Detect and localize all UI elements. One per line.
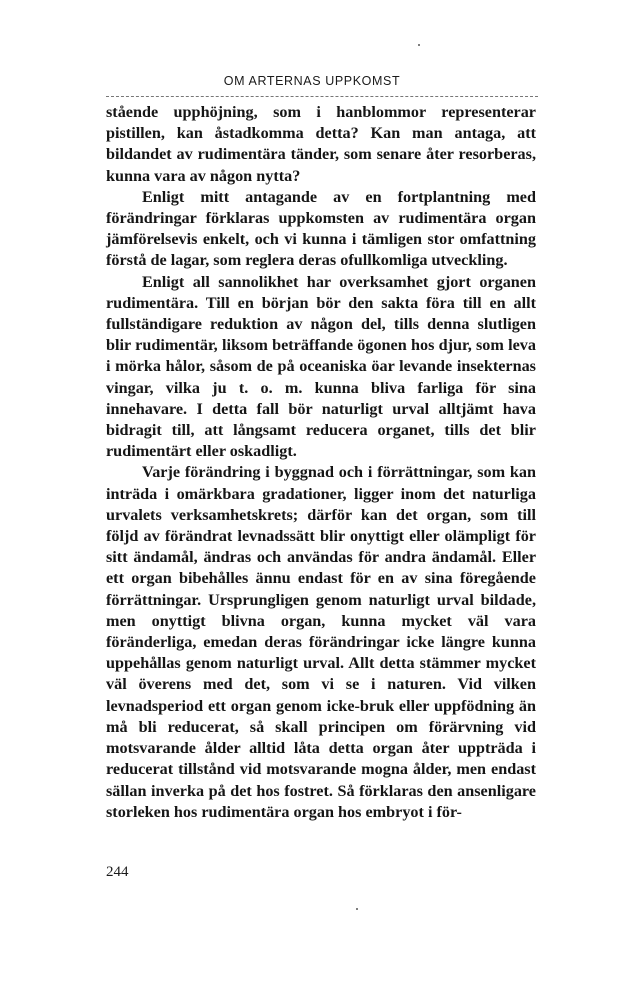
body-text <box>106 102 536 823</box>
paragraph-3: Enligt all sannolikhet har overksamhet gjort organen rudimentära. Till en början bör den sakta föra till en allt fullständigare reduktion av någon del, tills denna slutligen blir rudimentär, liksom beträffande ögonen hos djur, som leva i mörka hålor, såsom de på oceaniska öar levande insekternas vingar, vilka ju t. o. m. kunna bliva farliga för sina innehavare. I detta fall bör naturligt urval alltjämt hava bidragit till, att långsamt reducera organet, tills det blir rudimentärt eller oskadligt. <box>106 272 536 461</box>
page-number: 244 <box>106 864 129 880</box>
running-title: OM ARTERNAS UPPKOMST <box>223 74 401 88</box>
ink-speck-bottom <box>356 908 358 910</box>
header-rule <box>106 96 538 97</box>
paragraph-1: stående upphöjning, som i hanblommor representerar pistillen, kan åstadkomma detta? Kan man antaga, att bildandet av rudimentära tänder, som senare åter resorberas, kunna vara av någon nytta? <box>106 103 536 185</box>
paragraph-4: Varje förändring i byggnad och i förrättningar, som kan inträda i omärkbara gradationer, ligger inom det naturliga urvalets verksamhetskrets; därför kan det organ, som till följd av förändrat levnadssätt blir onyttigt eller olämpligt för sitt ändamål, ändras och användas för andra ändamål. Eller ett organ bibehålles ännu endast för en av sina föregående förrättningar. Ursprungligen genom naturligt urval bildade, men onyttigt blivna organ, kunna mycket väl vara föränderliga, emedan deras förändringar icke längre kunna uppehållas genom naturligt urval. Allt detta stämmer mycket väl överens med det, som vi se i naturen. Vid vilken levnadsperiod ett organ genom icke-bruk eller uppfödning än må bli reducerat, så skall principen om förärvning vid motsvarande ålder alltid låta detta organ åter uppträda i reducerat tillstånd vid motsvarande mogna ålder, men endast sällan inverka på det hos fostret. Så förklaras den ansenligare storleken hos rudimentära organ hos embryot i för- <box>106 463 536 821</box>
ink-speck-top <box>418 44 420 46</box>
paragraph-2: Enligt mitt antagande av en fortplantning med förändringar förklaras uppkomsten av rudimentära organ jämförelsevis enkelt, och vi kunna i tämligen stor omfattning förstå de lagar, som reglera deras ofullkomliga utveckling. <box>106 187 536 270</box>
